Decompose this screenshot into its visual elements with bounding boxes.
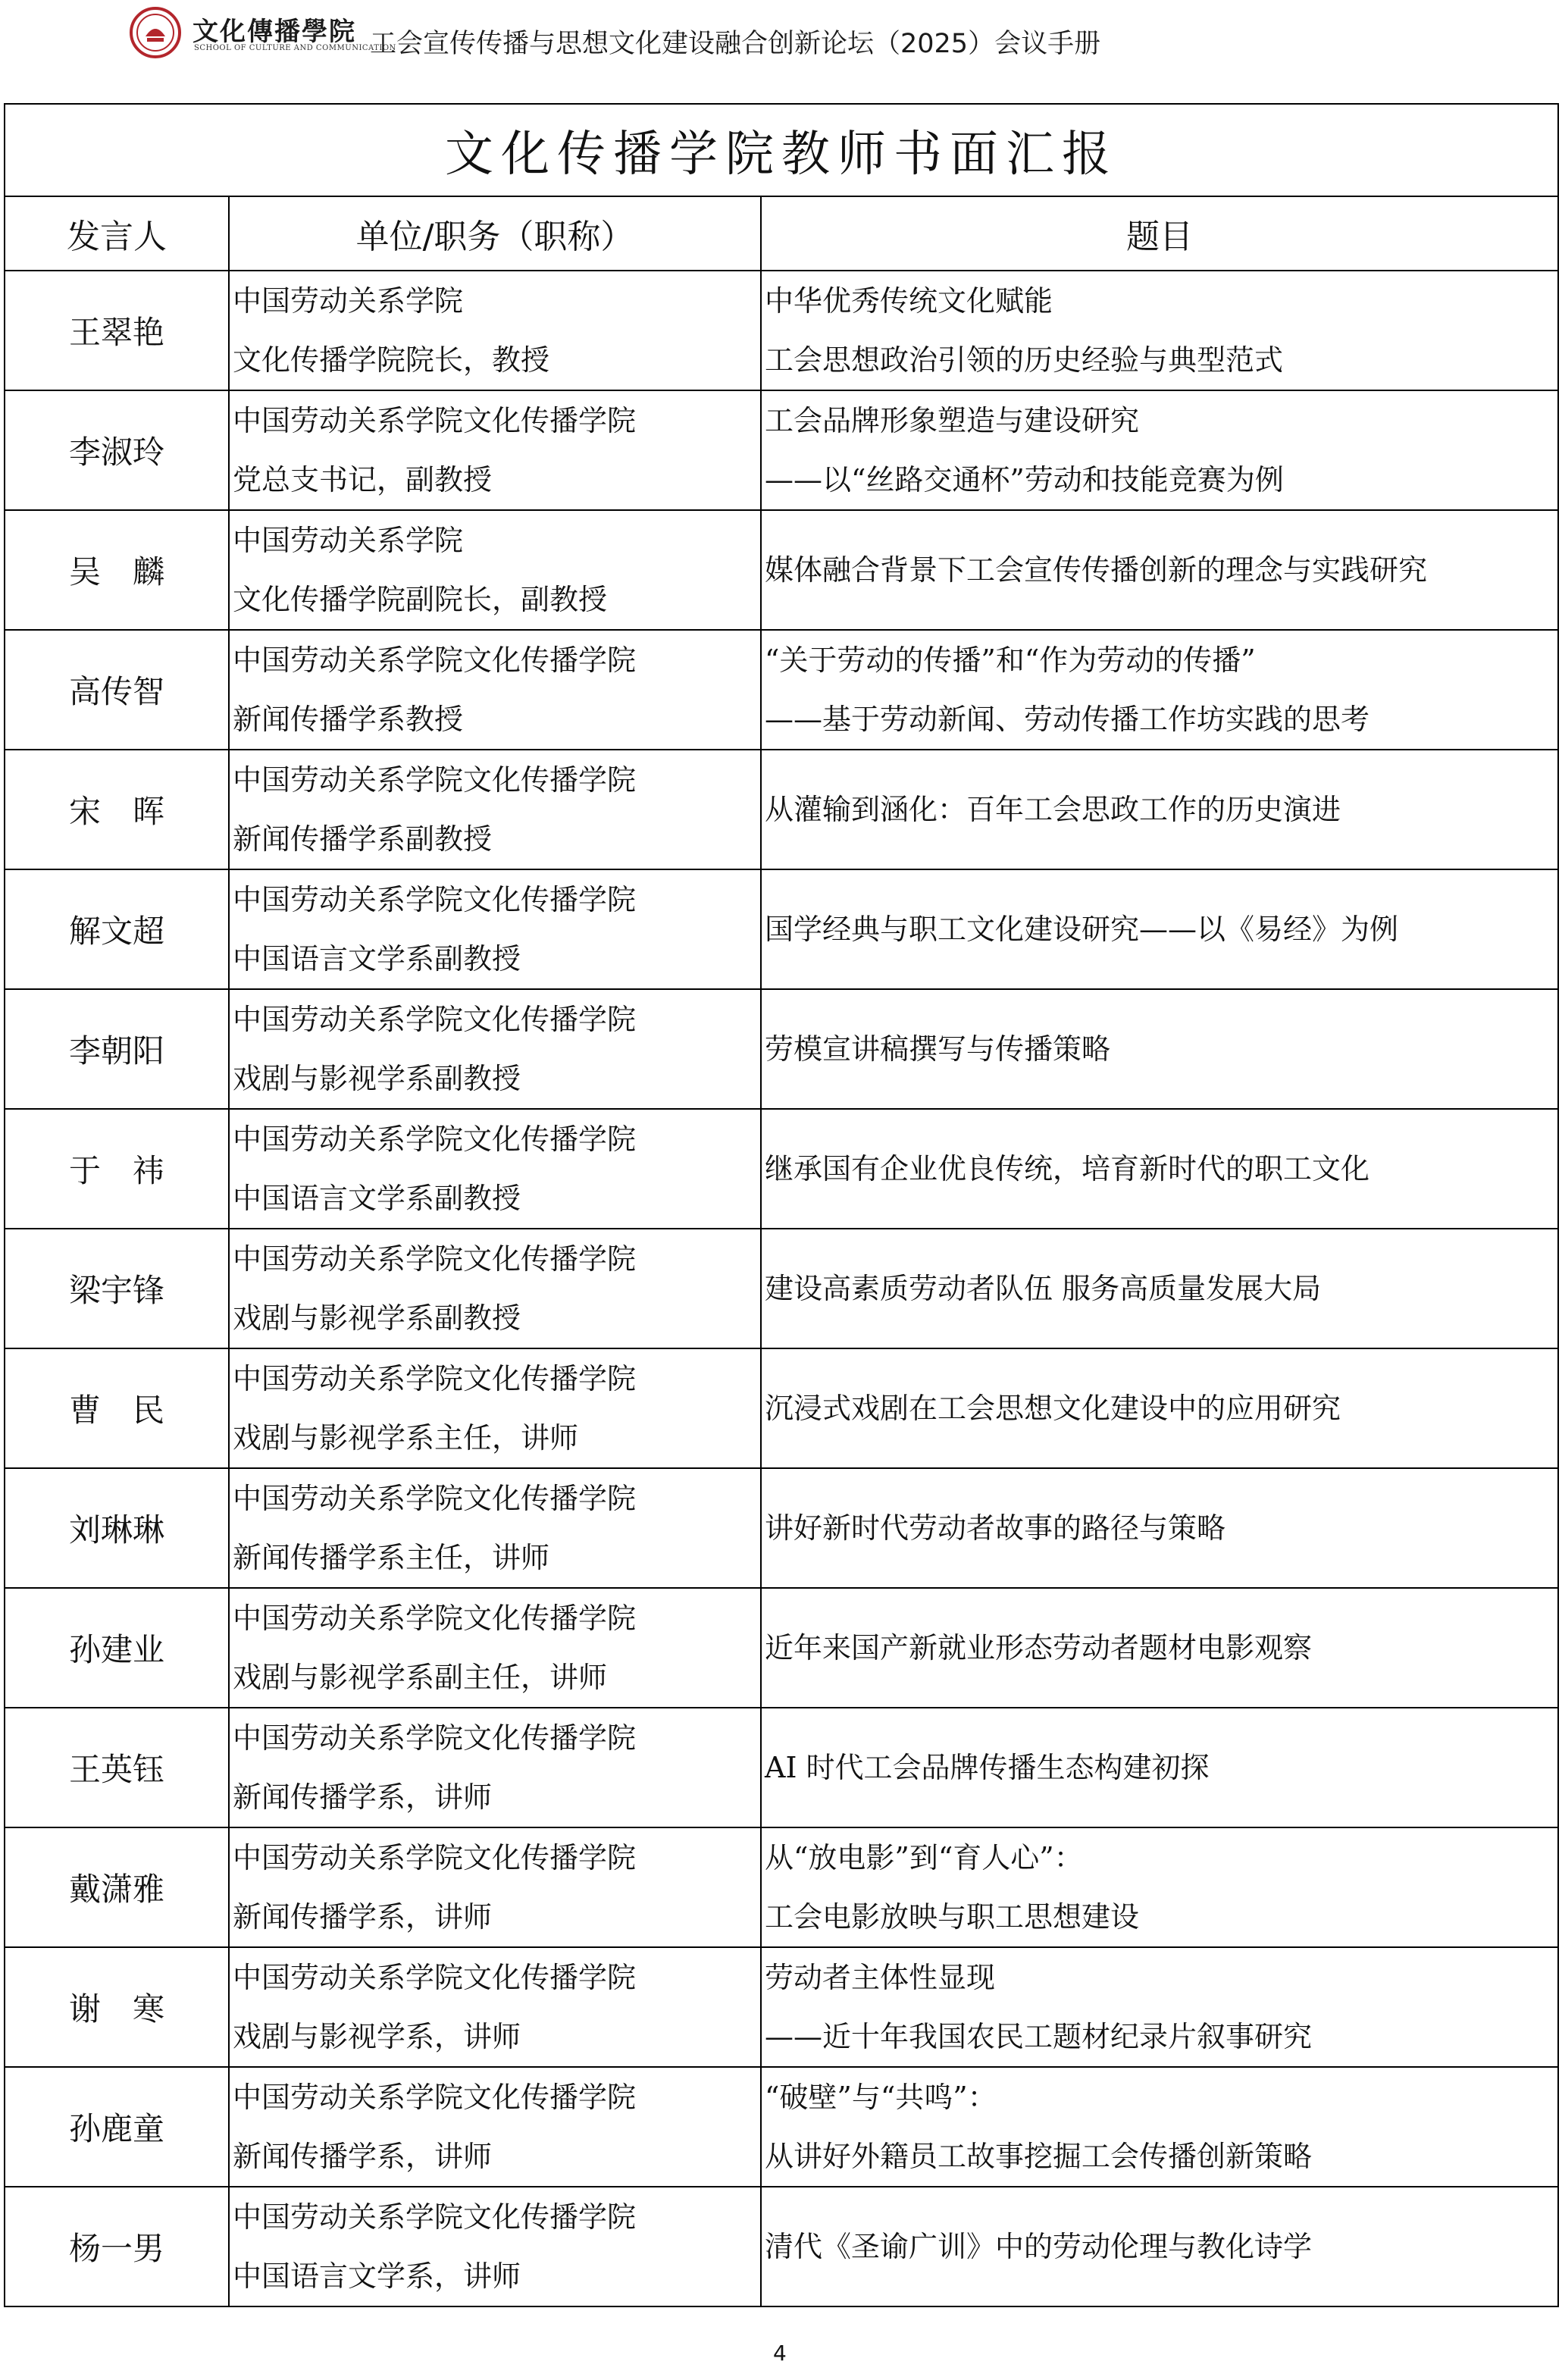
report-topic: [761, 750, 1558, 869]
speaker-unit: [229, 1229, 761, 1348]
speaker-unit: [229, 750, 761, 869]
logo-subtitle: SCHOOL OF CULTURE AND COMMUNICATION: [194, 44, 396, 52]
report-topic: [761, 510, 1558, 630]
speaker-unit: [229, 630, 761, 750]
page-number: 4: [773, 2341, 787, 2366]
table-row: [5, 1947, 1558, 2067]
speaker-name: 解文超: [5, 869, 229, 989]
unit-line: 中国劳动关系学院文化传播学院: [233, 1841, 637, 1874]
speaker-name: 李淑玲: [5, 390, 229, 510]
unit-line: 新闻传播学系主任，讲师: [233, 1541, 550, 1574]
unit-line: 新闻传播学系，讲师: [233, 2140, 493, 2173]
unit-line: 中国劳动关系学院: [233, 284, 464, 318]
speaker-unit: [229, 271, 761, 390]
unit-line: 中国劳动关系学院文化传播学院: [233, 1362, 637, 1395]
speaker-unit: [229, 2067, 761, 2187]
table-row: [5, 1109, 1558, 1229]
topic-line: 从灌输到涵化：百年工会思政工作的历史演进: [765, 793, 1341, 826]
table-row: [5, 1708, 1558, 1827]
unit-line: 戏剧与影视学系，讲师: [233, 2020, 521, 2053]
speaker-unit: [229, 2187, 761, 2306]
report-topic: [761, 989, 1558, 1109]
unit-line: 中国劳动关系学院文化传播学院: [233, 1003, 637, 1036]
school-seal-logo: [129, 6, 182, 59]
page-header: [129, 6, 1432, 67]
logo-text: 文化傳播學院: [193, 17, 356, 47]
speaker-name: 孙建业: [5, 1588, 229, 1708]
speaker-name: 杨一男: [5, 2187, 229, 2306]
table-row: [5, 869, 1558, 989]
topic-line: 工会电影放映与职工思想建设: [765, 1900, 1140, 1934]
unit-line: 中国劳动关系学院文化传播学院: [233, 644, 637, 677]
topic-line: 工会品牌形象塑造与建设研究: [765, 404, 1140, 437]
topic-line: ——以“丝路交通杯”劳动和技能竞赛为例: [765, 463, 1284, 496]
unit-line: 戏剧与影视学系副教授: [233, 1062, 521, 1095]
speaker-unit: [229, 1588, 761, 1708]
unit-line: 新闻传播学系，讲师: [233, 1780, 493, 1814]
topic-line: 清代《圣谕广训》中的劳动伦理与教化诗学: [765, 2230, 1313, 2263]
speaker-name: 曹 民: [5, 1348, 229, 1468]
topic-line: AI 时代工会品牌传播生态构建初探: [765, 1751, 1210, 1784]
topic-line: 媒体融合背景下工会宣传传播创新的理念与实践研究: [765, 553, 1428, 587]
topic-line: 劳模宣讲稿撰写与传播策略: [765, 1032, 1111, 1066]
topic-line: 国学经典与职工文化建设研究——以《易经》为例: [765, 913, 1399, 946]
topic-line: 继承国有企业优良传统，培育新时代的职工文化: [765, 1152, 1370, 1185]
report-topic: [761, 630, 1558, 750]
speaker-unit: [229, 390, 761, 510]
unit-line: 中国语言文学系副教授: [233, 942, 521, 975]
report-topic: [761, 1109, 1558, 1229]
table-row: [5, 630, 1558, 750]
speaker-unit: [229, 869, 761, 989]
unit-line: 新闻传播学系副教授: [233, 822, 493, 856]
table-row: [5, 750, 1558, 869]
unit-line: 中国劳动关系学院文化传播学院: [233, 2081, 637, 2114]
report-topic: [761, 1588, 1558, 1708]
speaker-unit: [229, 1947, 761, 2067]
speaker-unit: [229, 1468, 761, 1588]
speaker-unit: [229, 1827, 761, 1947]
column-header-unit: 单位/职务（职称）: [229, 196, 761, 271]
speaker-unit: [229, 510, 761, 630]
report-topic: [761, 1827, 1558, 1947]
speaker-name: 刘琳琳: [5, 1468, 229, 1588]
unit-line: 中国劳动关系学院文化传播学院: [233, 1721, 637, 1755]
unit-line: 中国劳动关系学院文化传播学院: [233, 2200, 637, 2234]
unit-line: 文化传播学院院长，教授: [233, 343, 550, 377]
report-topic: [761, 1468, 1558, 1588]
speaker-name: 梁宇锋: [5, 1229, 229, 1348]
topic-line: 劳动者主体性显现: [765, 1961, 996, 1994]
unit-line: 戏剧与影视学系副主任，讲师: [233, 1661, 608, 1694]
unit-line: 中国劳动关系学院: [233, 524, 464, 557]
table-row: [5, 1588, 1558, 1708]
report-topic: [761, 271, 1558, 390]
unit-line: 党总支书记，副教授: [233, 463, 493, 496]
speaker-name: 吴 麟: [5, 510, 229, 630]
unit-line: 中国劳动关系学院文化传播学院: [233, 1242, 637, 1276]
speaker-unit: [229, 1109, 761, 1229]
topic-line: 工会思想政治引领的历史经验与典型范式: [765, 343, 1284, 377]
unit-line: 中国劳动关系学院文化传播学院: [233, 763, 637, 797]
unit-line: 新闻传播学系教授: [233, 703, 464, 736]
topic-line: 从“放电影”到“育人心”：: [765, 1841, 1083, 1874]
table-row: [5, 989, 1558, 1109]
table-row: [5, 1229, 1558, 1348]
unit-line: 中国语言文学系，讲师: [233, 2259, 521, 2293]
unit-line: 文化传播学院副院长，副教授: [233, 583, 608, 616]
topic-line: ——近十年我国农民工题材纪录片叙事研究: [765, 2020, 1313, 2053]
unit-line: 中国劳动关系学院文化传播学院: [233, 404, 637, 437]
topic-line: ——基于劳动新闻、劳动传播工作坊实践的思考: [765, 703, 1370, 736]
table-row: [5, 510, 1558, 630]
table-body: [5, 271, 1558, 2306]
topic-line: 沉浸式戏剧在工会思想文化建设中的应用研究: [765, 1392, 1341, 1425]
report-topic: [761, 1947, 1558, 2067]
topic-line: “破壁”与“共鸣”：: [765, 2081, 997, 2114]
table-row: [5, 1348, 1558, 1468]
report-topic: [761, 1229, 1558, 1348]
table-row: [5, 271, 1558, 390]
table-row: [5, 1468, 1558, 1588]
report-topic: [761, 390, 1558, 510]
report-topic: [761, 1348, 1558, 1468]
speaker-name: 王翠艳: [5, 271, 229, 390]
speaker-unit: [229, 1708, 761, 1827]
speaker-name: 王英钰: [5, 1708, 229, 1827]
speaker-name: 谢 寒: [5, 1947, 229, 2067]
unit-line: 中国语言文学系副教授: [233, 1182, 521, 1215]
topic-line: 建设高素质劳动者队伍 服务高质量发展大局: [765, 1272, 1322, 1305]
report-topic: [761, 1708, 1558, 1827]
speaker-name: 李朝阳: [5, 989, 229, 1109]
report-topic: [761, 2187, 1558, 2306]
unit-line: 中国劳动关系学院文化传播学院: [233, 1602, 637, 1635]
report-table: [4, 103, 1559, 2307]
topic-line: 近年来国产新就业形态劳动者题材电影观察: [765, 1631, 1313, 1664]
unit-line: 中国劳动关系学院文化传播学院: [233, 1961, 637, 1994]
report-topic: [761, 869, 1558, 989]
unit-line: 中国劳动关系学院文化传播学院: [233, 1482, 637, 1515]
table-row: [5, 390, 1558, 510]
unit-line: 戏剧与影视学系副教授: [233, 1301, 521, 1335]
table-title: 文化传播学院教师书面汇报: [5, 104, 1558, 196]
topic-line: 从讲好外籍员工故事挖掘工会传播创新策略: [765, 2140, 1313, 2173]
table-row: [5, 2187, 1558, 2306]
table-row: [5, 1827, 1558, 1947]
topic-line: 中华优秀传统文化赋能: [765, 284, 1053, 318]
unit-line: 新闻传播学系，讲师: [233, 1900, 493, 1934]
column-header-topic: 题目: [761, 196, 1558, 271]
table-row: [5, 2067, 1558, 2187]
column-header-speaker: 发言人: [5, 196, 229, 271]
speaker-name: 高传智: [5, 630, 229, 750]
speaker-unit: [229, 989, 761, 1109]
speaker-name: 宋 晖: [5, 750, 229, 869]
unit-line: 中国劳动关系学院文化传播学院: [233, 883, 637, 916]
speaker-name: 于 祎: [5, 1109, 229, 1229]
report-topic: [761, 2067, 1558, 2187]
unit-line: 中国劳动关系学院文化传播学院: [233, 1123, 637, 1156]
speaker-name: 戴潇雅: [5, 1827, 229, 1947]
topic-line: 讲好新时代劳动者故事的路径与策略: [765, 1511, 1226, 1545]
unit-line: 戏剧与影视学系主任，讲师: [233, 1421, 579, 1455]
topic-line: “关于劳动的传播”和“作为劳动的传播”: [765, 644, 1256, 677]
speaker-name: 孙鹿童: [5, 2067, 229, 2187]
speaker-unit: [229, 1348, 761, 1468]
document-title: 工会宣传传播与思想文化建设融合创新论坛（2025）会议手册: [370, 29, 1101, 59]
